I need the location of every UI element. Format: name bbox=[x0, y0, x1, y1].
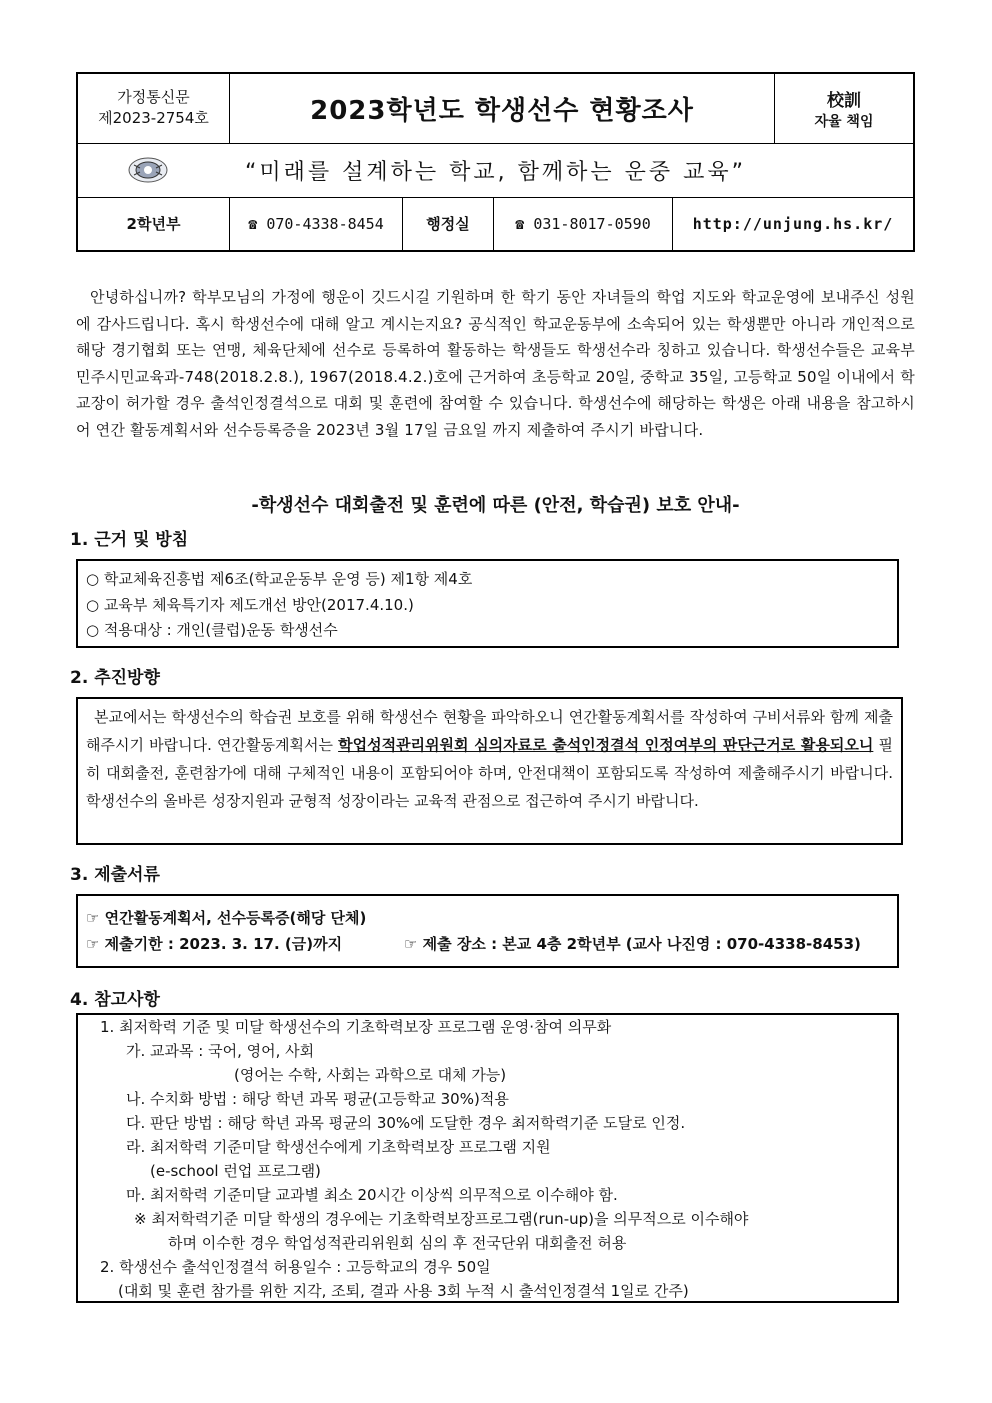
website-link[interactable]: http://unjung.hs.kr/ bbox=[673, 197, 915, 251]
dept-phone: ☎ 070-4338-8454 bbox=[230, 197, 403, 251]
note-line: 마. 최저학력 기준미달 교과별 최소 20시간 이상씩 의무적으로 이수해야 함. bbox=[126, 1186, 618, 1204]
note-line: 가. 교과목 : 국어, 영어, 사회 bbox=[126, 1042, 315, 1060]
basis-item: ○ 적용대상 : 개인(클럽)운동 학생선수 bbox=[86, 621, 338, 639]
page-title: 2023학년도 학생선수 현황조사 bbox=[310, 95, 694, 126]
title-cell bbox=[230, 73, 775, 143]
guide-subtitle: -학생선수 대회출전 및 훈련에 따른 (안전, 학습권) 보호 안내- bbox=[251, 495, 740, 516]
notice-cell bbox=[77, 73, 230, 143]
motto-label: 校訓 bbox=[826, 90, 861, 111]
direction-text-rest: 필히 대회출전, 훈련참가에 대해 구체적인 내용이 포함되어야 하며, 안전대책이 포함되도록 작성하여 제출해주시기 바랍니다. 학생선수의 올바른 성장지원과 균형적 성장이라는 교육적 관점으로 접근하여 주시기 바랍니다. bbox=[86, 736, 894, 810]
note-line: 라. 최저학력 기준미달 학생선수에게 기초학력보장 프로그램 지원 bbox=[126, 1138, 551, 1156]
note-line: (대회 및 훈련 참가를 위한 지각, 조퇴, 결과 사용 3회 누적 시 출석인정결석 1일로 간주) bbox=[118, 1282, 689, 1300]
section2-box bbox=[76, 697, 903, 845]
note-line: 1. 최저학력 기준 및 미달 학생선수의 기초학력보장 프로그램 운영·참여 의무화 bbox=[100, 1018, 612, 1036]
slogan-cell bbox=[77, 143, 914, 197]
section1-box bbox=[76, 559, 899, 648]
note-line: 2. 학생선수 출석인정결석 허용일수 : 고등학교의 경우 50일 bbox=[100, 1258, 491, 1276]
basis-item: ○ 교육부 체육특기자 제도개선 방안(2017.4.10.) bbox=[86, 595, 414, 614]
direction-emphasis: 학업성적관리위원회 심의자료로 출석인정결석 인정여부의 판단근거로 활용되오니 bbox=[338, 736, 874, 754]
section4-box bbox=[76, 1013, 899, 1303]
school-slogan: “미래를 설계하는 학교, 함께하는 운중 교육” bbox=[244, 159, 747, 185]
note-line: 하며 이수한 경우 학업성적관리위원회 심의 후 전국단위 대회출전 허용 bbox=[168, 1234, 627, 1252]
section3-box bbox=[76, 894, 899, 968]
section4-heading: 4. 참고사항 bbox=[70, 990, 160, 1010]
section1-heading: 1. 근거 및 방침 bbox=[70, 530, 189, 550]
school-emblem-icon bbox=[128, 156, 168, 184]
note-line: (영어는 수학, 사회는 과학으로 대체 가능) bbox=[234, 1066, 507, 1084]
motto-cell bbox=[774, 73, 914, 143]
note-line: (e-school 런업 프로그램) bbox=[150, 1162, 321, 1180]
submit-place-line: ☞ 제출 장소 : 본교 4층 2학년부 (교사 나진영 : 070-4338-8453) bbox=[404, 935, 861, 953]
office-phone: ☎ 031-8017-0590 bbox=[494, 197, 673, 251]
direction-text: 본교에서는 학생선수의 학습권 보호를 위해 학생선수 현황을 파악하오니 연간활동계획서를 작성하여 구비서류와 함께 제출해주시기 바랍니다. 연간활동계획서는 bbox=[86, 708, 893, 754]
basis-item: ○ 학교체육진흥법 제6조(학교운동부 운영 등) 제1항 제4호 bbox=[86, 570, 473, 588]
dept-cell: 2학년부 bbox=[77, 197, 230, 251]
notice-number: 제2023-2754호 bbox=[98, 109, 209, 128]
documents-line: ☞ 연간활동계획서, 선수등록증(해당 단체) bbox=[86, 909, 367, 927]
letterhead-table bbox=[76, 72, 915, 252]
deadline-line: ☞ 제출기한 : 2023. 3. 17. (금)까지 bbox=[86, 935, 343, 953]
office-cell: 행정실 bbox=[403, 197, 494, 251]
motto-value: 자율 책임 bbox=[814, 113, 874, 130]
note-line: 다. 판단 방법 : 해당 학년 과목 평균의 30%에 도달한 경우 최저학력기준 도달로 인정. bbox=[126, 1114, 686, 1132]
notice-label: 가정통신문 bbox=[117, 88, 190, 107]
intro-paragraph: 안녕하십니까? 학부모님의 가정에 행운이 깃드시길 기원하며 한 학기 동안 자녀들의 학업 지도와 학교운영에 보내주신 성원에 감사드립니다. 혹시 학생선수에 대해 알고 계시는지요? 공식적인 학교운동부에 소속되어 있는 학생뿐만 아니라 개인적으로 해당 경기협회 또는 연맹, 체육단체에 선수로 등록하여 활동하는 학생들도 학생선수라 칭하고 있습니다. 학생선수들은 교육부 민주시민교육과-748(2018.2.8.), 1967(2018.4.2.)호에 근거하여 초등학교 20일, 중학교 35일, 고등학교 50일 이내에서 학교장이 허가할 경우 출석인정결석으로 대회 및 훈련에 참여할 수 있습니다. 학생선수에 해당하는 학생은 아래 내용을 참고하시어 연간 활동계획서와 선수등록증을 2023년 3월 17일 금요일 까지 제출하여 주시기 바랍니다. bbox=[76, 288, 915, 439]
note-line: 나. 수치화 방법 : 해당 학년 과목 평균(고등학교 30%)적용 bbox=[126, 1090, 509, 1108]
section2-heading: 2. 추진방향 bbox=[70, 668, 160, 688]
section3-heading: 3. 제출서류 bbox=[70, 865, 160, 885]
note-line: ※ 최저학력기준 미달 학생의 경우에는 기초학력보장프로그램(run-up)을 의무적으로 이수해야 bbox=[134, 1210, 749, 1228]
